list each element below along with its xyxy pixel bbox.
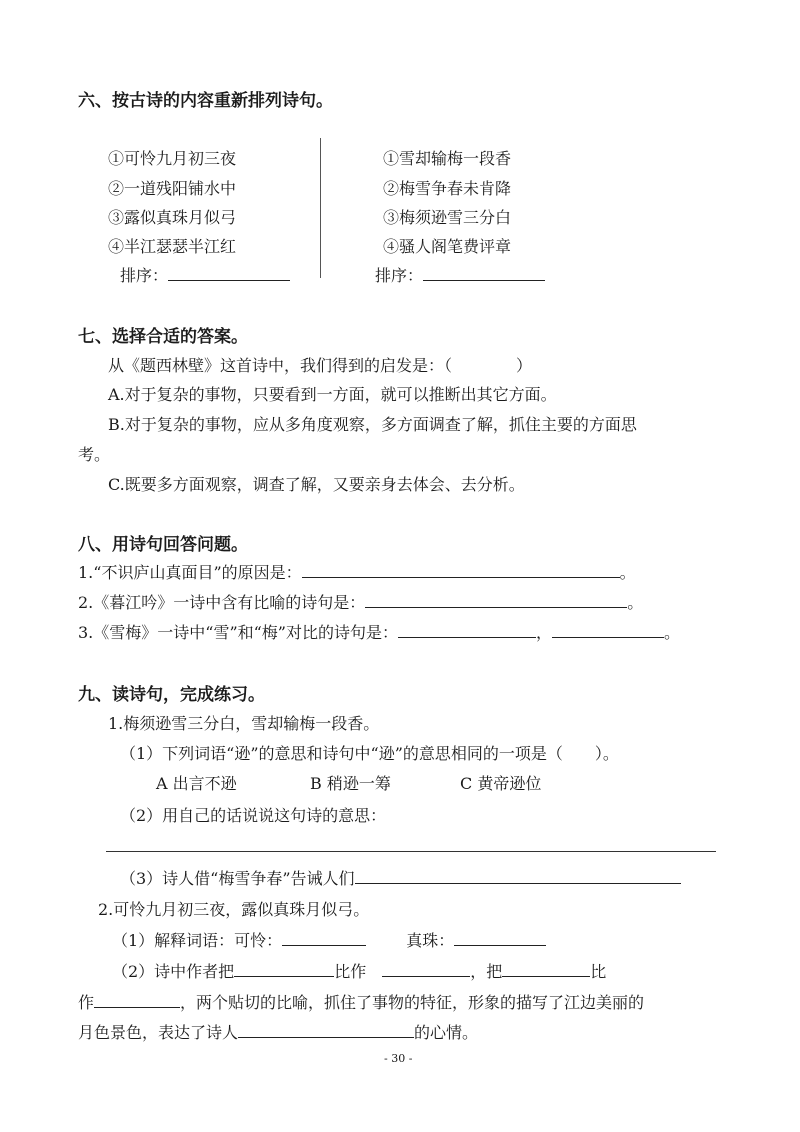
question-9-2-2-text-a: （2）诗中作者把: [112, 962, 235, 981]
answer-blank-kelian[interactable]: [282, 929, 366, 946]
question-9-1-2: （2）用自己的话说说这句诗的意思：: [120, 806, 387, 825]
poem-line-right-3: ③梅须逊雪三分白: [383, 208, 512, 227]
order-label-left: 排序：: [120, 266, 169, 285]
answer-blank-8-1[interactable]: [302, 561, 620, 578]
order-blank-right[interactable]: [423, 264, 545, 281]
question-8-2: [78, 590, 643, 613]
question-8-1: [78, 560, 636, 583]
answer-blank-9-1-3[interactable]: [355, 867, 681, 884]
poem-line-right-4: ④骚人阁笔费评章: [383, 237, 512, 256]
question-9-2-2-text-e: 作: [78, 993, 95, 1012]
answer-blank-8-3a[interactable]: [398, 621, 536, 638]
section9-title: 九、读诗句，完成练习。: [78, 685, 265, 705]
answer-blank-8-3b[interactable]: [552, 621, 664, 638]
section6-title: 六、按古诗的内容重新排列诗句。: [78, 91, 333, 111]
question-9-2-2-text-h: 的心情。: [414, 1023, 479, 1042]
section8-title: 八、用诗句回答问题。: [78, 535, 248, 555]
question-9-2-2-text-f: ，两个贴切的比喻，抓住了事物的特征，形象的描写了江边美丽的: [180, 993, 645, 1012]
period: 。: [627, 593, 644, 612]
answer-blank-9-2-2a[interactable]: [234, 960, 334, 977]
poem-line-right-1: ①雪却输梅一段香: [383, 149, 512, 168]
question-9-1-3-text: （3）诗人借“梅雪争春”告诫人们: [120, 869, 355, 888]
order-answer-right[interactable]: [375, 263, 545, 286]
question-8-1-text: 1.“不识庐山真面目”的原因是：: [78, 563, 302, 582]
question-9-2-1-text: （1）解释词语：可怜：: [112, 931, 283, 950]
order-label-right: 排序：: [375, 266, 424, 285]
poem-excerpt-1: 1.梅须逊雪三分白，雪却输梅一段香。: [108, 714, 380, 733]
question-9-2-1: [112, 928, 546, 951]
answer-line-9-1-2[interactable]: [106, 851, 716, 852]
choice-question: 从《题西林壁》这首诗中，我们得到的启发是：（ ）: [108, 356, 533, 375]
question-9-1-1: （1）下列词语“逊”的意思和诗句中“逊”的意思相同的一项是（ ）。: [120, 744, 619, 763]
poem-line-left-1: ①可怜九月初三夜: [108, 149, 237, 168]
order-blank-left[interactable]: [168, 264, 290, 281]
option-a[interactable]: A.对于复杂的事物，只要看到一方面，就可以推断出其它方面。: [108, 385, 557, 404]
option-b[interactable]: B.对于复杂的事物，应从多角度观察，多方面调查了解，抓住主要的方面思: [108, 415, 637, 434]
option-c[interactable]: C.既要多方面观察，调查了解，又要亲身去体会、去分析。: [108, 475, 525, 494]
answer-blank-9-2-2d[interactable]: [94, 991, 180, 1008]
column-divider: [320, 138, 321, 278]
question-9-2-2-line3: [78, 1020, 478, 1043]
poem-line-left-4: ④半江瑟瑟半江红: [108, 237, 237, 256]
question-8-2-text: 2.《暮江吟》一诗中含有比喻的诗句是：: [78, 593, 366, 612]
question-9-2-2-text-d: 比: [590, 962, 607, 981]
answer-blank-9-2-2b[interactable]: [382, 960, 470, 977]
option-b-continued: 考。: [78, 445, 111, 464]
answer-blank-9-2-2e[interactable]: [238, 1021, 414, 1038]
section7-title: 七、选择合适的答案。: [78, 327, 248, 347]
period: 。: [619, 563, 636, 582]
question-9-2-2: [112, 959, 606, 982]
option-9-a[interactable]: A 出言不逊: [156, 774, 237, 793]
option-9-b[interactable]: B 稍逊一筹: [310, 774, 391, 793]
question-9-2-2-text-g: 月色景色，表达了诗人: [78, 1023, 239, 1042]
poem-line-right-2: ②梅雪争春未肯降: [383, 179, 512, 198]
option-9-c[interactable]: C 黄帝逊位: [460, 774, 542, 793]
question-8-3: [78, 620, 680, 643]
page-number: - 30 -: [384, 1052, 413, 1065]
poem-line-left-3: ③露似真珠月似弓: [108, 208, 237, 227]
question-9-2-2-text-c: ，把: [470, 962, 503, 981]
question-9-2-2-text-b: 比作: [334, 962, 367, 981]
answer-blank-9-2-2c[interactable]: [502, 960, 590, 977]
answer-blank-8-2[interactable]: [365, 591, 627, 608]
poem-excerpt-2: 2.可怜九月初三夜，露似真珠月似弓。: [98, 900, 370, 919]
period: 。: [664, 623, 681, 642]
comma: ，: [536, 623, 553, 642]
order-answer-left[interactable]: [120, 263, 290, 286]
poem-line-left-2: ②一道残阳铺水中: [108, 179, 237, 198]
question-9-1-3: [120, 866, 681, 889]
answer-blank-zhenzhu[interactable]: [454, 929, 546, 946]
question-9-2-1b-text: 真珠：: [406, 931, 455, 950]
question-8-3-text: 3.《雪梅》一诗中“雪”和“梅”对比的诗句是：: [78, 623, 398, 642]
question-9-2-2-line2: [78, 990, 644, 1013]
